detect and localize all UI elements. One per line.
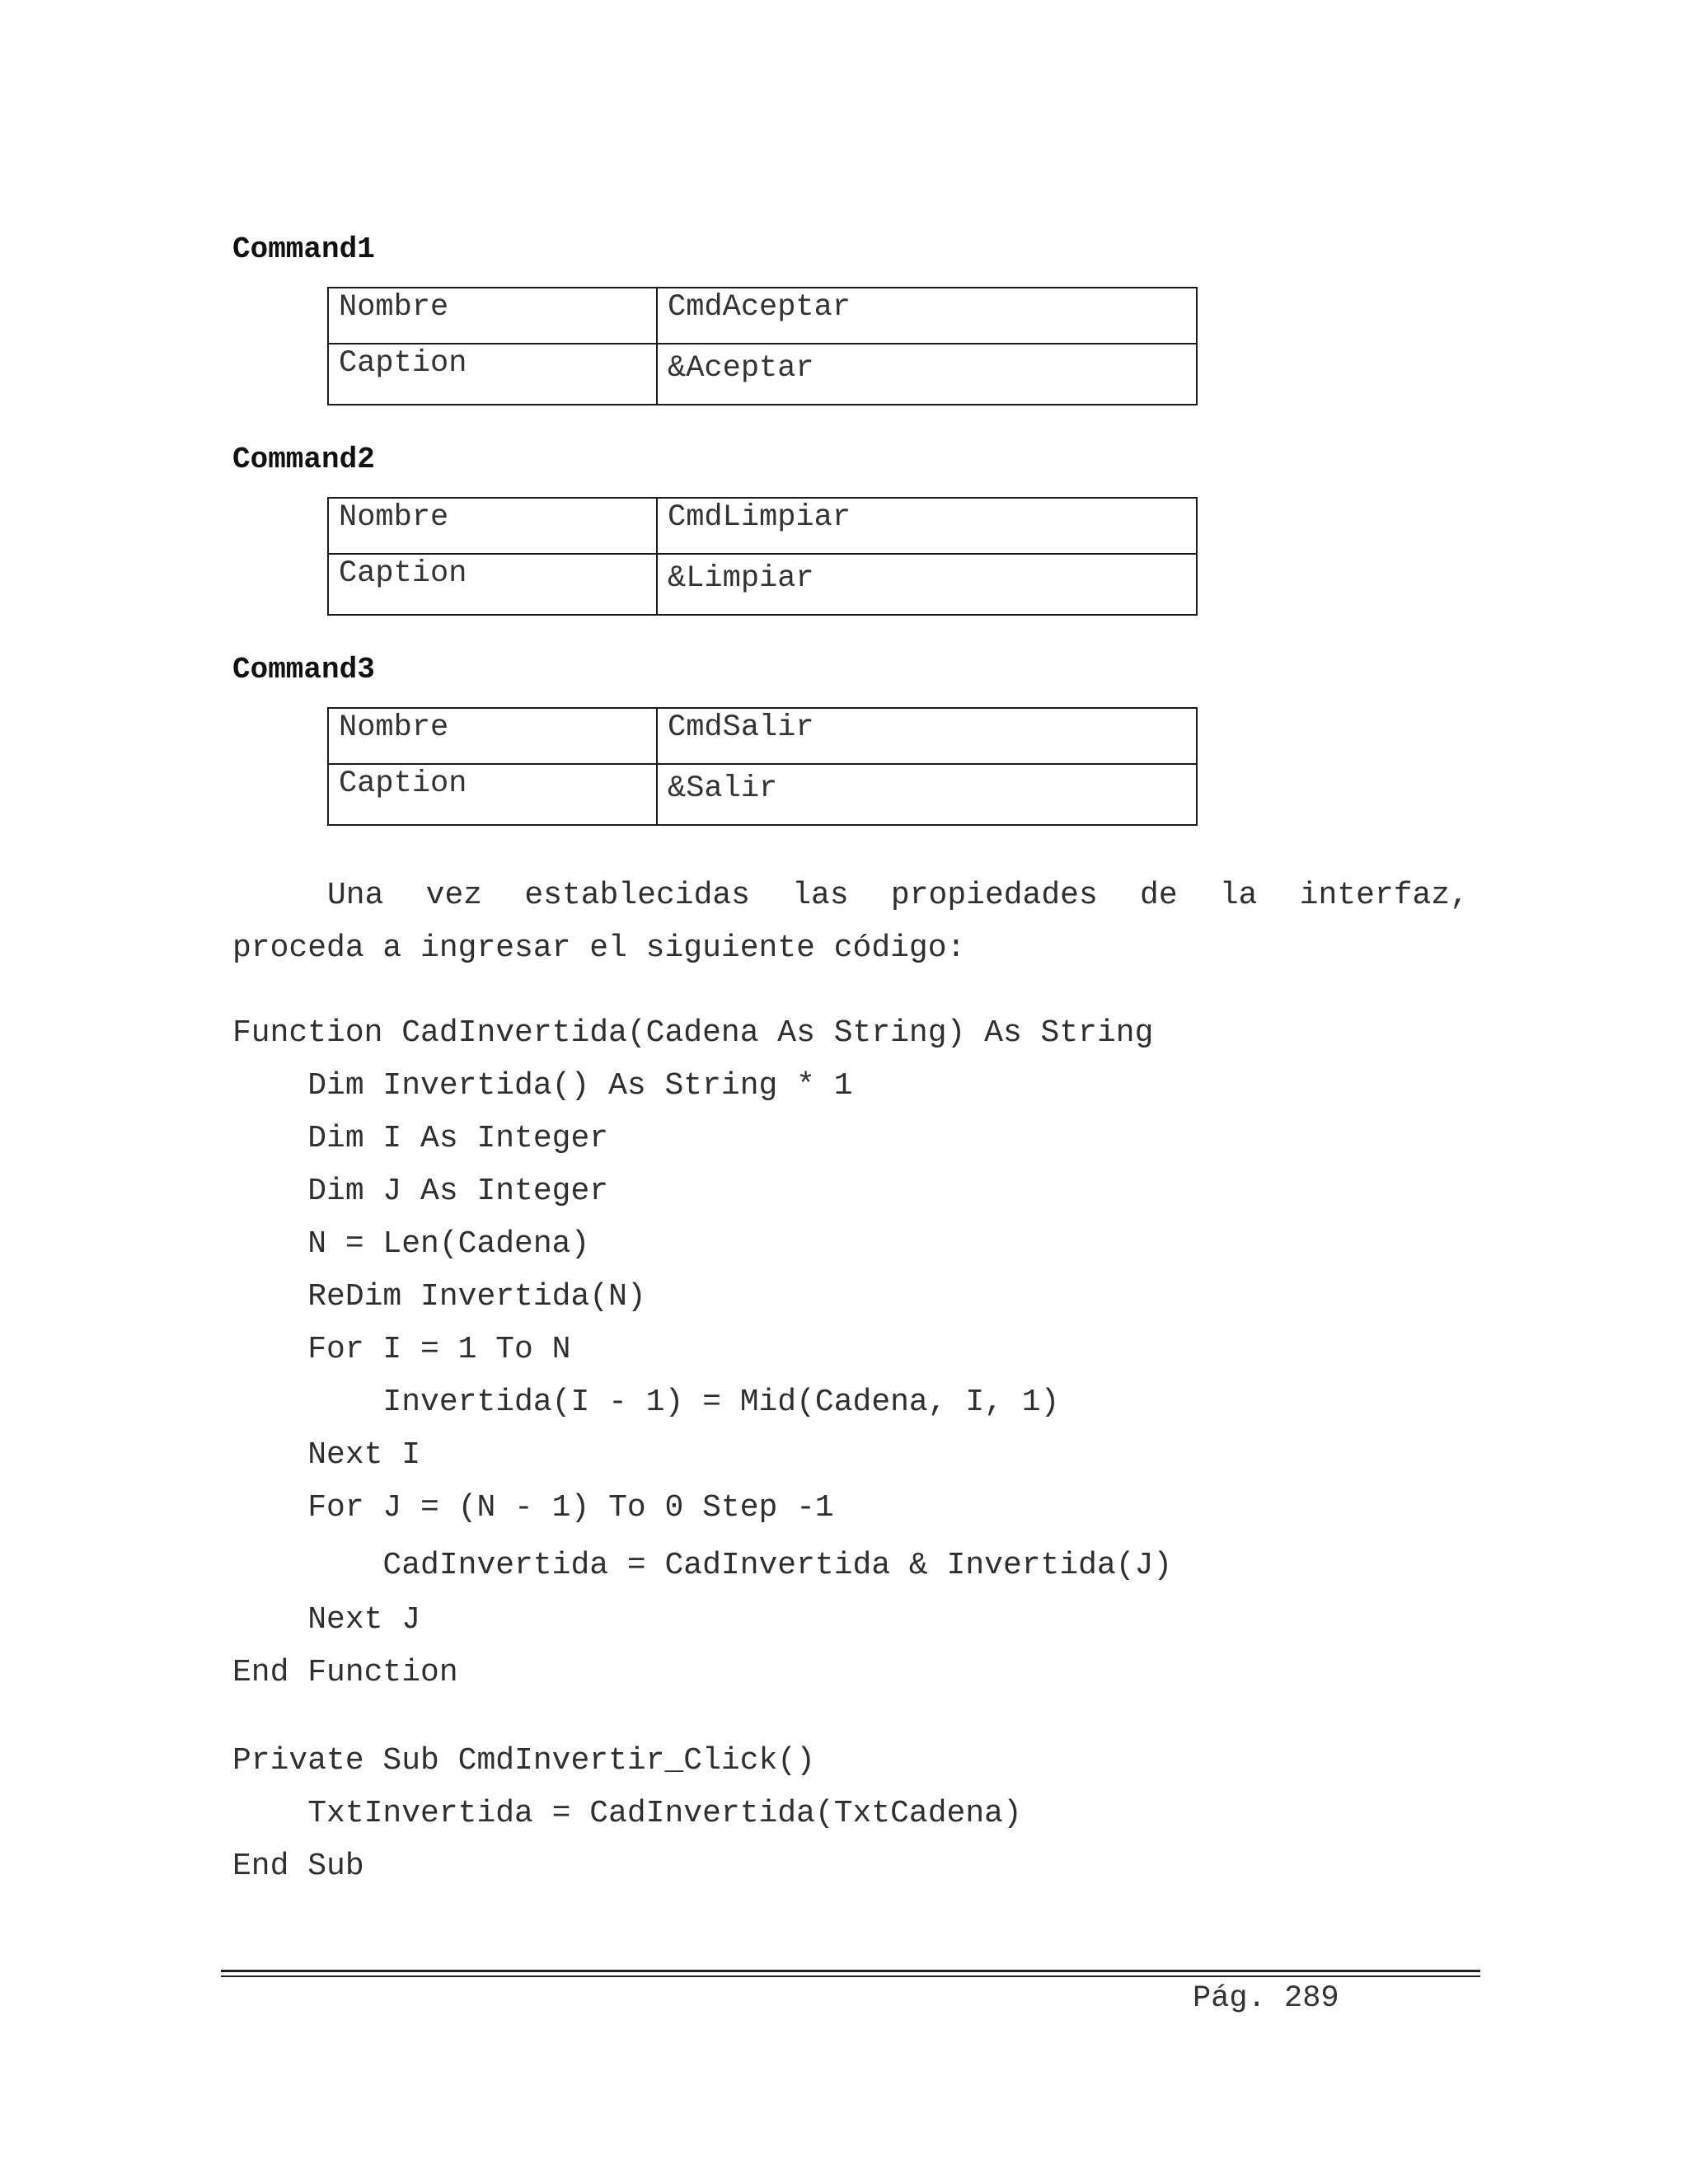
paragraph-word: Una: [327, 878, 384, 913]
code-line: N = Len(Cadena): [232, 1226, 590, 1262]
code-line: For I = 1 To N: [232, 1332, 571, 1367]
code-line: Invertida(I - 1) = Mid(Cadena, I, 1): [232, 1385, 1060, 1420]
paragraph-word: vez: [425, 878, 483, 913]
property-name-cell: Nombre: [328, 288, 657, 344]
code-line: TxtInvertida = CadInvertida(TxtCadena): [232, 1796, 1022, 1831]
property-value-cell: &Salir: [657, 764, 1197, 825]
paragraph-word: de: [1140, 878, 1178, 913]
page-number: Pág. 289: [1193, 1981, 1339, 2016]
property-value-cell: CmdAceptar: [657, 288, 1197, 344]
code-line: ReDim Invertida(N): [232, 1279, 646, 1315]
instruction-paragraph: [232, 869, 1469, 975]
paragraph-line-2: proceda a ingresar el siguiente código:: [232, 930, 966, 966]
property-name-cell: Nombre: [328, 708, 657, 764]
property-value-cell: CmdLimpiar: [657, 498, 1197, 554]
code-line: Private Sub CmdInvertir_Click(): [232, 1743, 815, 1779]
paragraph-word: interfaz,: [1299, 878, 1469, 913]
code-line: Dim Invertida() As String * 1: [232, 1068, 853, 1104]
code-line: Dim J As Integer: [232, 1174, 609, 1209]
table-row: [328, 764, 1197, 825]
table-row: [328, 708, 1197, 764]
property-value-cell: &Limpiar: [657, 554, 1197, 615]
property-name-cell: Caption: [328, 554, 657, 615]
command2-properties-table: [327, 497, 1198, 616]
code-block-function: [232, 1015, 1173, 1690]
code-line: End Function: [232, 1655, 458, 1690]
table-row: [328, 288, 1197, 344]
property-name-cell: Nombre: [328, 498, 657, 554]
code-line: Next J: [232, 1602, 421, 1638]
property-value-cell: &Aceptar: [657, 344, 1197, 405]
code-line: Next I: [232, 1437, 421, 1473]
table-row: [328, 554, 1197, 615]
table-row: [328, 344, 1197, 405]
command2-title: Command2: [232, 443, 375, 476]
footer-rule: [221, 1975, 1480, 1977]
property-name-cell: Caption: [328, 344, 657, 405]
paragraph-word: establecidas: [524, 878, 750, 913]
code-line: CadInvertida = CadInvertida & Invertida(J): [232, 1548, 1173, 1583]
code-line: Dim I As Integer: [232, 1121, 609, 1156]
property-value-cell: CmdSalir: [657, 708, 1197, 764]
property-name-cell: Caption: [328, 764, 657, 825]
command1-title: Command1: [232, 232, 375, 266]
footer-rule: [221, 1970, 1480, 1972]
code-line: End Sub: [232, 1849, 364, 1884]
command3-title: Command3: [232, 653, 375, 687]
paragraph-word: las: [792, 878, 849, 913]
table-row: [328, 498, 1197, 554]
command3-properties-table: [327, 707, 1198, 826]
code-block-sub: [232, 1743, 1022, 1920]
command1-properties-table: [327, 287, 1198, 405]
code-line: Function CadInvertida(Cadena As String) As String: [232, 1015, 1154, 1051]
paragraph-word: propiedades: [890, 878, 1098, 913]
code-line: For J = (N - 1) To 0 Step -1: [232, 1490, 834, 1526]
paragraph-line-1: [232, 869, 1469, 922]
paragraph-word: la: [1219, 878, 1258, 913]
